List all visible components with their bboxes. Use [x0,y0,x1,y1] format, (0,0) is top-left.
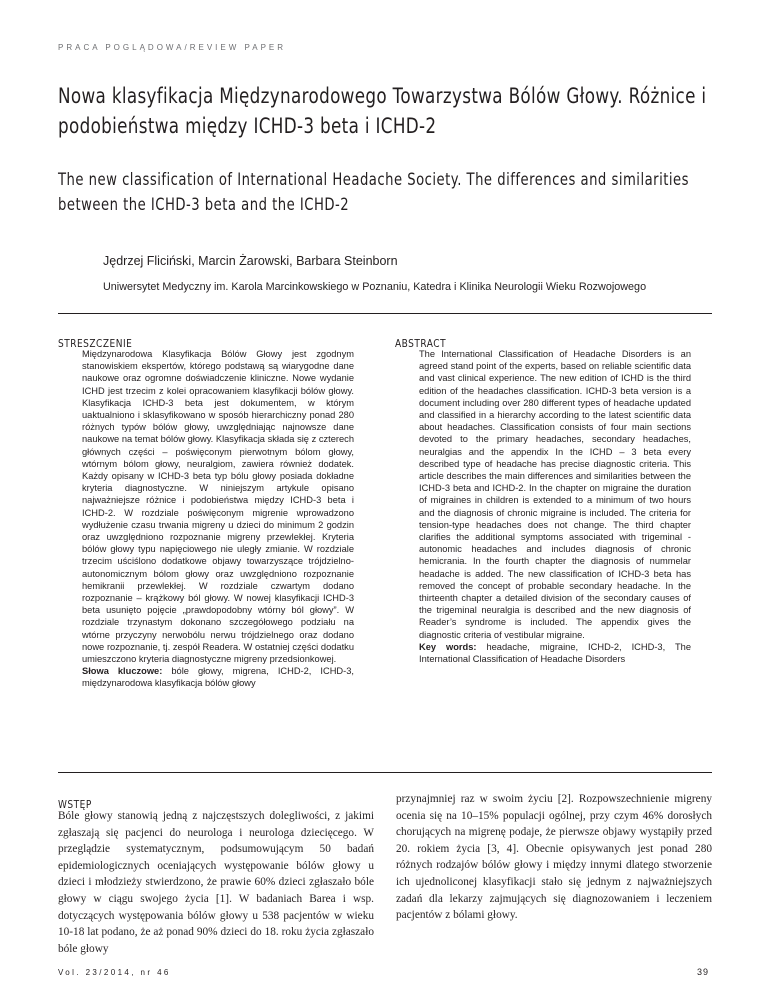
divider-bottom [58,772,712,773]
streszczenie-text: Międzynarodowa Klasyfikacja Bólów Głowy jest zgodnym stanowiskiem ekspertów, którego podstawą są wiarygodne dane naukowe oraz ogromne doświadczenie kliniczne. Nowe wydanie ICHD jest trzecim z kolei opracowaniem klasyfikacji bólów głowy. Klasyfikacja ICHD-3 beta jest dokumentem, w którym uaktualniono i sklasyfikowano w sposób hierarchiczny ponad 280 różnych typów bólów głowy, uwzględniając najnowsze dane naukowe na temat bólów głowy. Klasyfikacja składa się z czterech głównych części – poświęconym pierwotnym bólom głowy, wtórnym bólom głowy, neuralgiom, zawiera również dodatek. Każdy opisany w ICHD-3 beta typ bólu głowy posiada dokładne kryteria diagnostyczne. W niniejszym artykule opisano najważniejsze różnice i podobieństwa między ICHD-3 beta i ICHD-2. W rozdziale poświęconym migrenie wprowadzono wydłużenie czasu trwania migreny u dzieci do minimum 2 godzin oraz uwzględniono rozpoznanie migreny przewlekłej. Kryteria bólów głowy typu napięciowego nie uległy zmianie. W rozdziale trzecim uściślono dodatkowe objawy towarzyszące trójdzielno-autonomicznym bólom głowy oraz uwzględniono rozpoznanie hemikranii przewlekłej. W rozdziale czwartym dodano rozpoznanie – krążkowy ból głowy. W nowej klasyfikacji ICHD-3 beta usunięto pojęcie „prawdopodobny wtórny ból głowy”. W rozdziale trzynastym dokonano szczegółowego podziału na wtórne przyczyny nerwobólu nerwu trójdzielnego oraz dodano nowe rozpoznanie, tj. zespół Readera. W ostatniej części dodatku umieszczono kryteria diagnostyczne migreny przedsionkowej. [82,349,354,665]
divider-top [58,313,712,314]
page-number: 39 [697,967,710,977]
wstep-col1: Bóle głowy stanowią jedną z najczęstszych dolegliwości, z jakimi zgłaszają się pacjenci do neurologa i neurologa dziecięcego. W przeglądzie systematycznym, podsumowującym 50 badań epidemiologicznych oceniających występowanie bólów głowy u dzieci i młodzieży stwierdzono, że prawie 60% dzieci zgłaszało bóle głowy w ciągu swojego życia [1]. W badaniach Barea i wsp. dotyczących występowania bólów głowy u 538 pacjentów w wieku 10-18 lat podano, że aż ponad 90% dzieci do 18. roku życia zgłaszało bóle głowy [58,810,374,955]
abstract-block [419,348,691,665]
abstract-text: The International Classification of Headache Disorders is an agreed stand point of the experts, based on reliable scientific data and vast clinical experience. The new edition of ICHD is the third edition of the headaches classification. ICHD-3 beta version is a document including over 280 different types of headache updated and classified in a hierarchy according to the latest scientific data about headaches. Classification consists of four main sections devoted to the primary headaches, secondary headaches, neuralgias and the appendix In the ICHD – 3 beta every described type of headache has precise diagnostic criteria. This article describes the main differences and similarities between the ICHD-3 beta and ICHD-2. In the chapter on migraine the duration of migraines in children is extended to a minimum of two hours and the diagnosis of chronic migraine is included. The criteria for tension-type headaches does not change. The third chapter clarifies the additional symptoms associated with trigeminal - autonomic headaches and includes diagnosis of chronic hemicrania. In the fourth chapter the diagnosis of nummelar headache is added. The new classification of ICHD-3 beta has removed the concept of probable secondary headache. In the thirteenth chapter a detailed division of the secondary causes of the trigeminal neuralgia is described and the new diagnosis of Reader’s syndrome is included. The appendix gives the diagnostic criteria of vestibular migraine. [419,349,691,640]
wstep-col2: przynajmniej raz w swoim życiu [2]. Rozpowszechnienie migreny ocenia się na 10–15% populacji ogólnej, przy czym 46% dorosłych chorujących na migrenę podaje, że pierwsze objawy wystąpiły przed 20. rokiem życia [3, 4]. Obecnie opisywanych jest ponad 280 różnych rodzajów bólów głowy i między innymi dlatego stworzenie ich ujednoliconej klasyfikacji stało się jednym z najważniejszych zadań dla lekarzy zajmujących się diagnozowaniem i leczeniem pacjentów z bólami głowy. [396,793,712,922]
authors: Jędrzej Fliciński, Marcin Żarowski, Barbara Steinborn [103,254,398,268]
streszczenie-block [82,348,354,690]
abstract-heading: ABSTRACT [395,337,447,350]
title-english: The new classification of International Headache Society. The differences and similarities between the ICHD-3 beta and the ICHD-2 [58,170,689,214]
footer-volume: Vol. 23/2014, nr 46 [58,968,171,977]
keywords-pl: bóle głowy, migrena, ICHD-2, ICHD-3, międzynarodowa klasyfikacja bólów głowy [82,666,354,689]
streszczenie-heading: STRESZCZENIE [58,337,133,350]
keywords-en: headache, migraine, ICHD-2, ICHD-3, The International Classification of Headache Disorders [419,641,691,665]
keywords-label-pl: Słowa kluczowe: [82,666,163,677]
title-polish: Nowa klasyfikacja Międzynarodowego Towarzystwa Bólów Głowy. Różnice i podobieństwa między ICHD-3 beta i ICHD-2 [58,84,707,138]
keywords-label-en: Key words: [419,641,477,652]
affiliation: Uniwersytet Medyczny im. Karola Marcinkowskiego w Poznaniu, Katedra i Klinika Neurologii Wieku Rozwojowego [103,281,647,293]
paper-type-label: PRACA POGLĄDOWA/REVIEW PAPER [58,43,287,52]
wstep-heading: WSTĘP [58,798,92,811]
